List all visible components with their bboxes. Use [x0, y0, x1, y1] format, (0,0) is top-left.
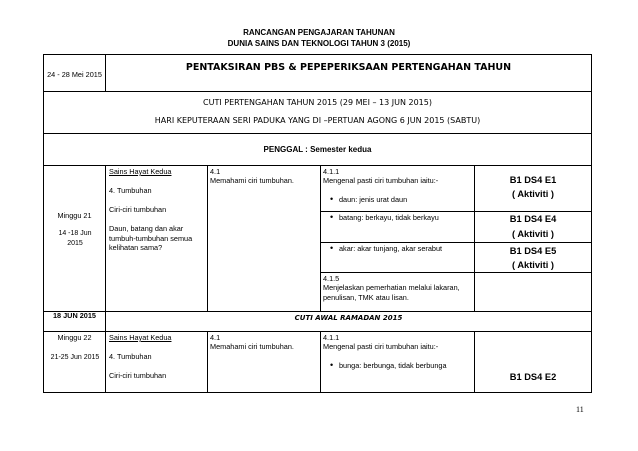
- week-21-eval-2-note: ( Aktiviti ): [511, 229, 554, 239]
- week-21-dates: 14 -18 Jun 2015: [58, 230, 92, 247]
- week-22-content: Memahami ciri tumbuhan.: [210, 342, 294, 351]
- week-22-dates: 21-25 Jun 2015: [50, 354, 100, 361]
- week-21-bullet-1: • daun: jenis urat daun: [339, 195, 469, 205]
- week-21-topic: 4. Tumbuhan: [109, 186, 152, 195]
- week-21-content: Memahami ciri tumbuhan.: [210, 176, 294, 185]
- week-21-lp-text: Mengenal pasti ciri tumbuhan iaitu:-: [323, 176, 439, 185]
- week-22-bullet-1: • bunga: berbunga, tidak berbunga: [339, 361, 449, 371]
- week-21-eval-1-note: ( Aktiviti ): [511, 189, 554, 199]
- week-22-content-no: 4.1: [210, 333, 221, 342]
- week-22-topic: 4. Tumbuhan: [109, 352, 152, 361]
- holiday-line-2: HARI KEPUTERAAN SERI PADUKA YANG DI –PERTUAN AGONG 6 JUN 2015 (SABTU): [154, 116, 481, 125]
- week-22-lp-text: Mengenal pasti ciri tumbuhan iaitu:-: [323, 342, 439, 351]
- week-21-eval-3-code: B1 DS4 E5: [509, 246, 557, 256]
- week-22-lp-no: 4.1.1: [323, 333, 340, 342]
- week-22-eval-code: B1 DS4 E2: [509, 372, 557, 382]
- week-22-theme: Sains Hayat Kedua: [109, 333, 172, 342]
- week-21-bullet-3: • akar: akar tunjang, akar serabut: [339, 244, 449, 254]
- week-21-eval-2-code: B1 DS4 E4: [509, 214, 557, 224]
- pbs-title: PENTAKSIRAN PBS & PEPEPERIKSAAN PERTENGAHAN TAHUN: [185, 62, 512, 73]
- document-subtitle: DUNIA SAINS DAN TEKNOLOGI TAHUN 3 (2015): [227, 39, 411, 48]
- ramadan-date: 18 JUN 2015: [52, 311, 96, 320]
- week-21-lp-no: 4.1.1: [323, 167, 340, 176]
- semester-label: PENGGAL : Semester kedua: [263, 145, 372, 154]
- week-22-subtopic: Ciri-ciri tumbuhan: [109, 371, 167, 380]
- week-22-label: Minggu 22: [57, 333, 92, 342]
- week-21-bullet-2: • batang: berkayu, tidak berkayu: [339, 213, 449, 223]
- document-title: RANCANGAN PENGAJARAN TAHUNAN: [243, 28, 395, 37]
- week-21-theme: Sains Hayat Kedua: [109, 167, 172, 176]
- week-21-detail: Daun, batang dan akar tumbuh-tumbuhan semua kelihatan sama?: [109, 224, 193, 252]
- week-21-subtopic: Ciri-ciri tumbuhan: [109, 205, 167, 214]
- week-21-lp2-no: 4.1.5: [323, 274, 340, 283]
- week-21-eval-1-code: B1 DS4 E1: [509, 175, 557, 185]
- ramadan-title: CUTI AWAL RAMADAN 2015: [294, 314, 403, 322]
- pbs-date: 24 - 28 Mei 2015: [47, 70, 102, 79]
- page-number: 11: [576, 405, 584, 414]
- week-21-label: Minggu 21: [57, 211, 92, 220]
- week-21-content-no: 4.1: [210, 167, 221, 176]
- holiday-line-1: CUTI PERTENGAHAN TAHUN 2015 (29 MEI – 13 JUN 2015): [203, 98, 432, 107]
- week-21-lp2-text: Menjelaskan pemerhatian melalui lakaran, penulisan, TMK atau lisan.: [323, 283, 460, 302]
- week-21-eval-3-note: ( Aktiviti ): [511, 260, 554, 270]
